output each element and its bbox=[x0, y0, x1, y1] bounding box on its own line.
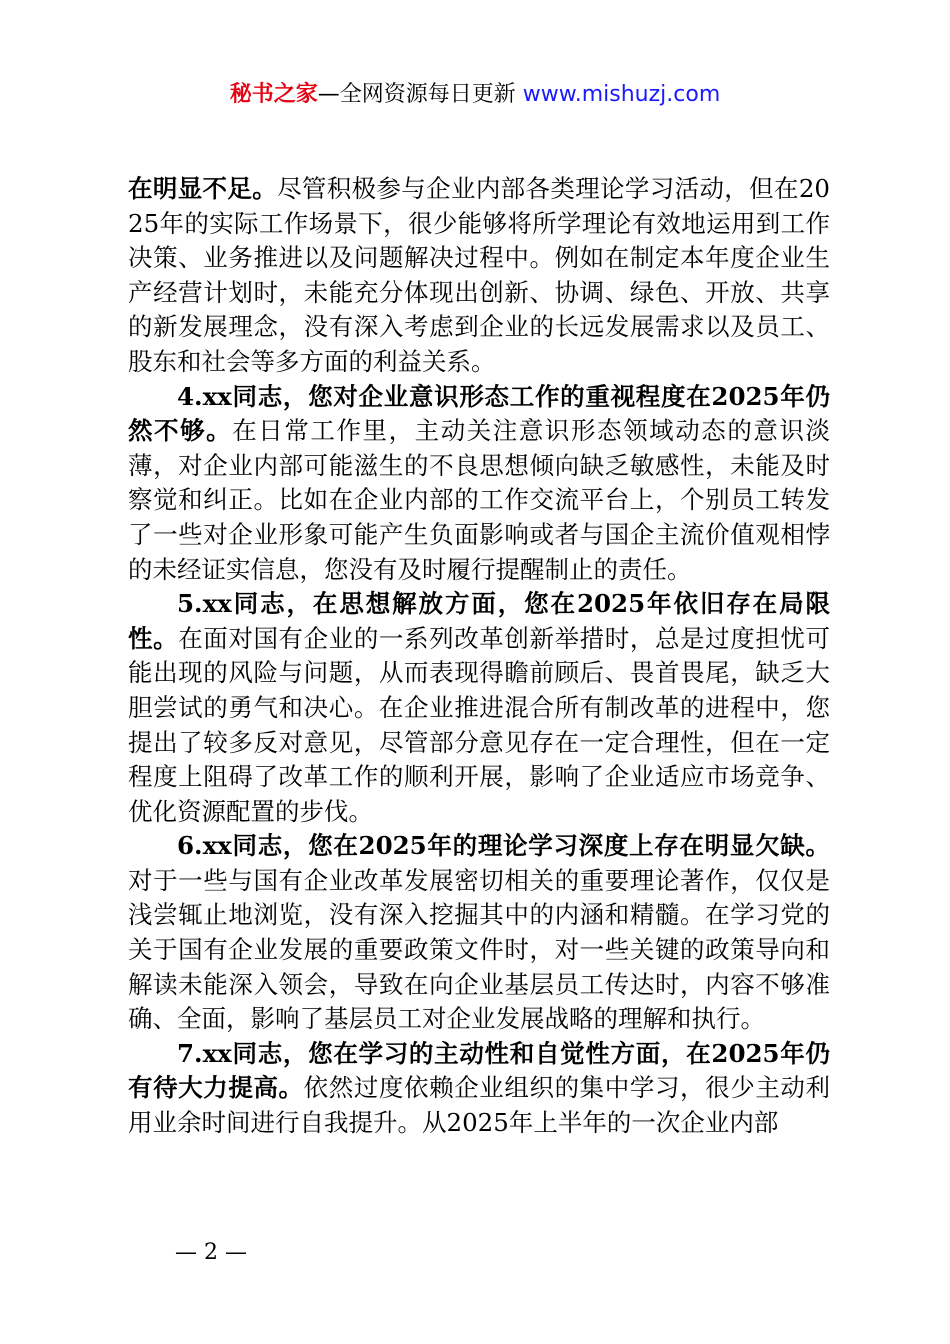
site-tagline: —全网资源每日更新 bbox=[317, 82, 516, 107]
paragraph-3-body: 在面对国有企业的一系列改革创新举措时，总是过度担忧可能出现的风险与问题，从而表现得瞻前顾后、畏首畏尾，缺乏大胆尝试的勇气和决心。在企业推进混合所有制改革的进程中，您提出了较多反对意见，尽管部分意见存在一定合理性，但在一定程度上阻碍了改革工作的顺利开展，影响了企业适应市场竞争、优化资源配置的步伐。 bbox=[128, 623, 830, 826]
page-number: — 2 — bbox=[175, 1240, 247, 1265]
paragraph-4-body: 对于一些与国有企业改革发展密切相关的重要理论著作，仅仅是浅尝辄止地浏览，没有深入挖掘其中的内涵和精髓。在学习党的关于国有企业发展的重要政策文件时，对一些关键的政策导向和解读未能深入领会，导致在向企业基层员工传达时，内容不够准确、全面，影响了基层员工对企业发展战略的理解和执行。 bbox=[128, 865, 830, 1034]
paragraph-4 bbox=[128, 829, 830, 1037]
paragraph-3 bbox=[128, 587, 830, 829]
site-url-link[interactable]: www.mishuzj.com bbox=[522, 82, 721, 107]
site-brand: 秘书之家 bbox=[229, 82, 318, 107]
site-header bbox=[0, 80, 950, 110]
paragraph-5-lead: 7.xx同志，您在学习的主动性和自觉性方面，在2025年仍有待大力提高。 bbox=[128, 1038, 830, 1103]
paragraph-2 bbox=[128, 380, 830, 588]
paragraph-1-body: 尽管积极参与企业内部各类理论学习活动，但在2025年的实际工作场景下，很少能够将所学理论有效地运用到工作决策、业务推进以及问题解决过程中。例如在制定本年度企业生产经营计划时，未能充分体现出创新、协调、绿色、开放、共享的新发展理念，没有深入考虑到企业的长远发展需求以及员工、股东和社会等多方面的利益关系。 bbox=[128, 174, 830, 376]
document-body bbox=[128, 172, 830, 1141]
paragraph-3-lead: 5.xx同志，在思想解放方面，您在2025年依旧存在局限性。 bbox=[128, 589, 830, 653]
paragraph-2-body: 在日常工作里，主动关注意识形态领域动态的意识淡薄，对企业内部可能滋生的不良思想倾向缺乏敏感性，未能及时察觉和纠正。比如在企业内部的工作交流平台上，个别员工转发了一些对企业形象可能产生负面影响或者与国企主流价值观相悖的未经证实信息，您没有及时履行提醒制止的责任。 bbox=[128, 416, 831, 584]
paragraph-1 bbox=[128, 172, 830, 380]
paragraph-5 bbox=[128, 1037, 830, 1141]
paragraph-1-lead: 在明显不足。 bbox=[128, 174, 278, 203]
paragraph-4-lead: 6.xx同志，您在2025年的理论学习深度上存在明显欠缺。 bbox=[177, 831, 830, 861]
paragraph-5-body: 依然过度依赖企业组织的集中学习，很少主动利用业余时间进行自我提升。从2025年上半年的一次企业内部 bbox=[128, 1073, 831, 1138]
paragraph-2-lead: 4.xx同志，您对企业意识形态工作的重视程度在2025年仍然不够。 bbox=[128, 381, 830, 446]
